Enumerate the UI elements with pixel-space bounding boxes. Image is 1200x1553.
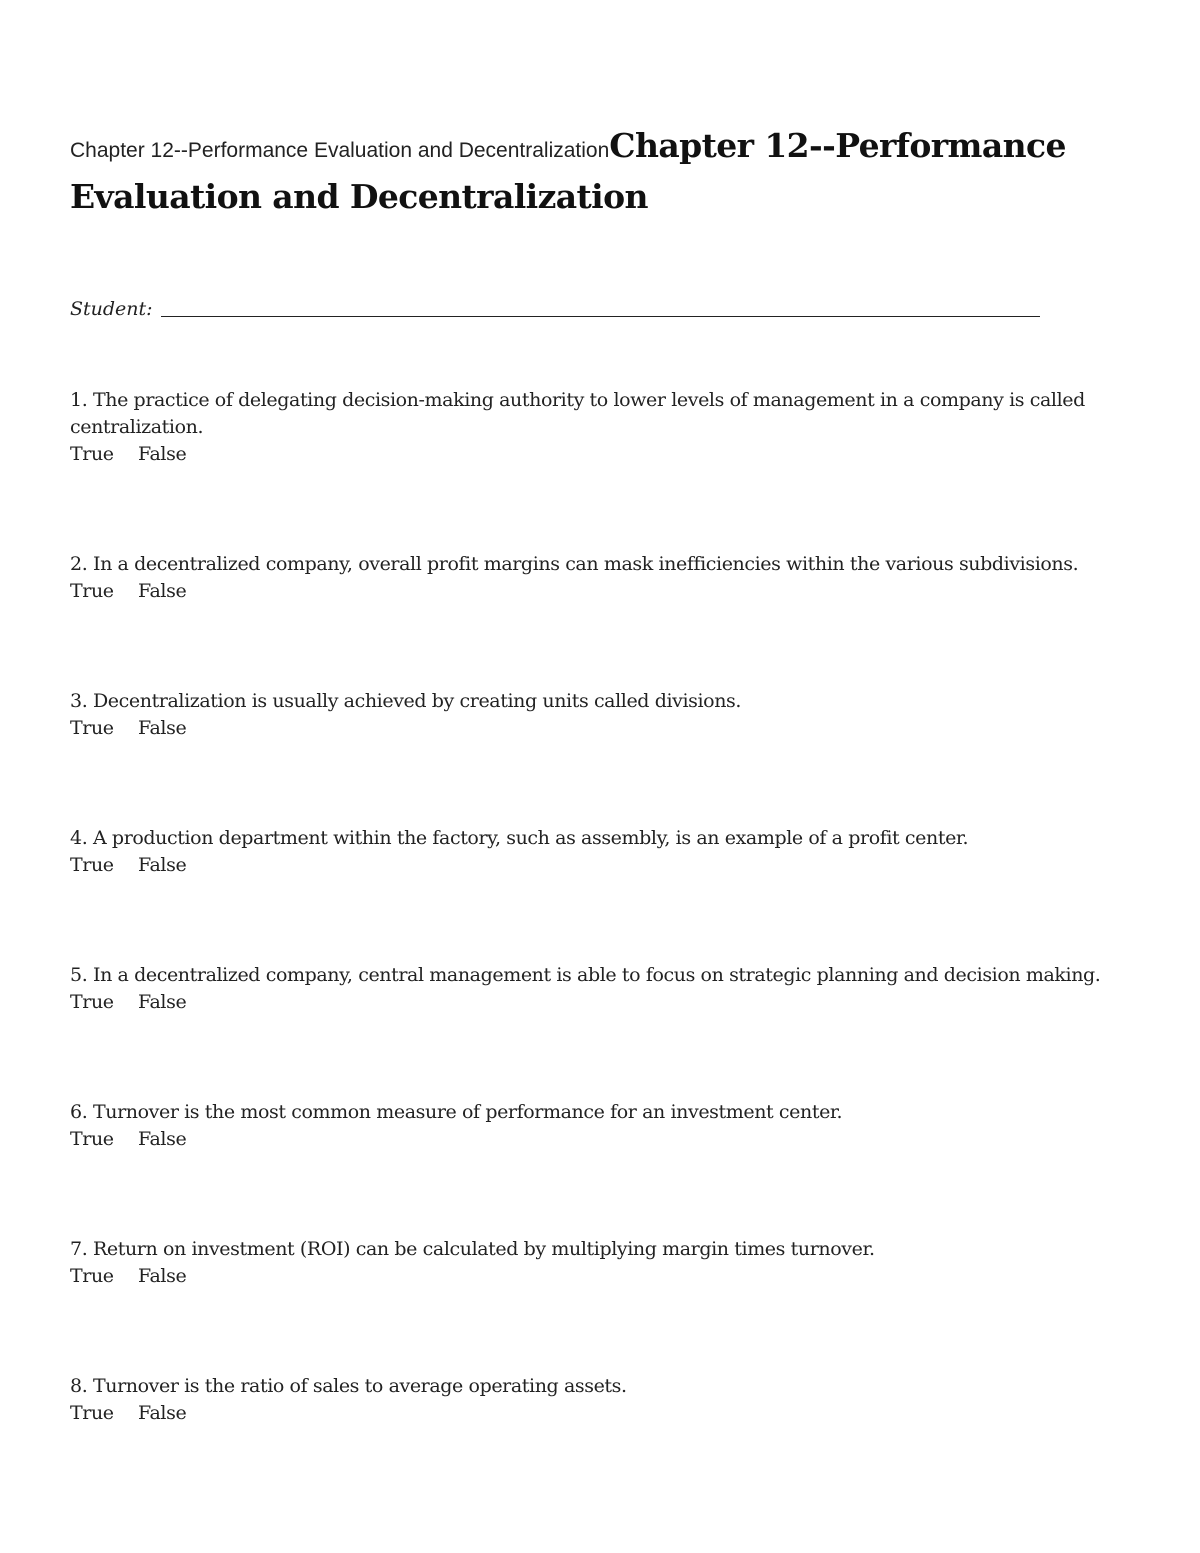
- question-text: 3. Decentralization is usually achieved by creating units called divisions.: [70, 690, 742, 712]
- answer-false[interactable]: False: [138, 1128, 187, 1150]
- answer-true[interactable]: True: [70, 991, 114, 1013]
- title-big: Chapter 12--Performance Evaluation and Decentralization: [70, 126, 1066, 216]
- title-small: Chapter 12--Performance Evaluation and Decentralization: [70, 139, 610, 162]
- answer-true[interactable]: True: [70, 580, 114, 602]
- question-text: 1. The practice of delegating decision-making authority to lower levels of management in a company is called centralization.: [70, 389, 1085, 438]
- question-text: 7. Return on investment (ROI) can be calculated by multiplying margin times turnover.: [70, 1238, 875, 1260]
- answer-false[interactable]: False: [138, 1402, 187, 1424]
- answer-false[interactable]: False: [138, 717, 187, 739]
- answer-true[interactable]: True: [70, 1402, 114, 1424]
- question-7: [70, 1236, 1130, 1290]
- question-text: 4. A production department within the factory, such as assembly, is an example of a profit center.: [70, 827, 969, 849]
- question-1: [70, 387, 1130, 468]
- answer-false[interactable]: False: [138, 443, 187, 465]
- question-4: [70, 825, 1130, 879]
- question-8: [70, 1373, 1130, 1427]
- answer-false[interactable]: False: [138, 854, 187, 876]
- question-5: [70, 962, 1130, 1016]
- answer-true[interactable]: True: [70, 717, 114, 739]
- answer-true[interactable]: True: [70, 1265, 114, 1287]
- question-6: [70, 1099, 1130, 1153]
- student-name-line[interactable]: [161, 298, 1040, 317]
- question-text: 5. In a decentralized company, central management is able to focus on strategic planning and decision making.: [70, 964, 1101, 986]
- answer-false[interactable]: False: [138, 580, 187, 602]
- student-field: [70, 298, 1040, 320]
- answer-true[interactable]: True: [70, 1128, 114, 1150]
- question-text: 6. Turnover is the most common measure of performance for an investment center.: [70, 1101, 843, 1123]
- answer-true[interactable]: True: [70, 854, 114, 876]
- question-3: [70, 688, 1130, 742]
- question-text: 2. In a decentralized company, overall profit margins can mask inefficiencies within the various subdivisions.: [70, 553, 1079, 575]
- page-title: [70, 124, 1130, 226]
- answer-false[interactable]: False: [138, 991, 187, 1013]
- student-label: Student:: [70, 298, 153, 320]
- question-text: 8. Turnover is the ratio of sales to average operating assets.: [70, 1375, 627, 1397]
- answer-false[interactable]: False: [138, 1265, 187, 1287]
- question-2: [70, 551, 1130, 605]
- answer-true[interactable]: True: [70, 443, 114, 465]
